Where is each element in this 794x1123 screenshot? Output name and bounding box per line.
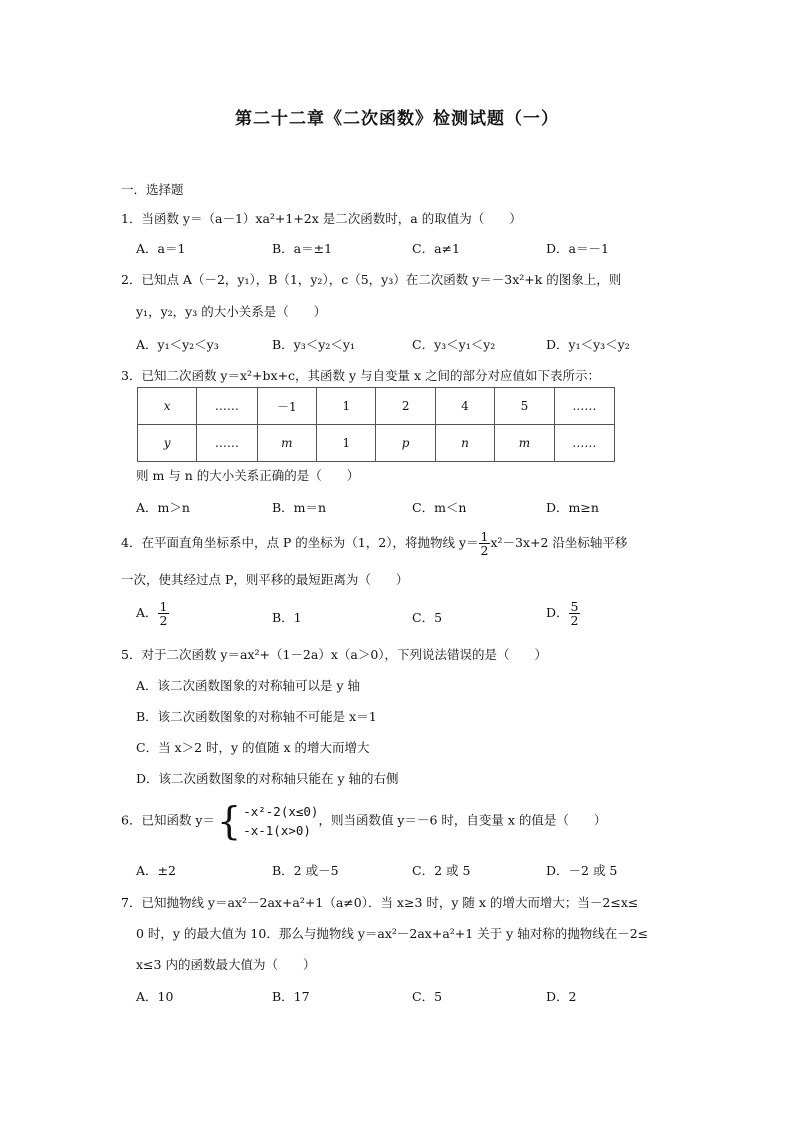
option-c: C．m＜n xyxy=(412,500,467,515)
table-row-x xyxy=(138,388,615,425)
option-a: A．10 xyxy=(136,989,174,1004)
option-d: D．a＝－1 xyxy=(546,241,609,256)
option-b: B．m＝n xyxy=(272,500,327,515)
question-1-stem: 1．当函数 y＝（a－1）xa²+1+2x 是二次函数时，a 的取值为（ ） xyxy=(121,211,522,226)
section-heading: 一．选择题 xyxy=(121,182,184,197)
table-cell: 4 xyxy=(435,388,494,425)
option-a: A． $\frac{1}{2}$ xyxy=(136,599,168,629)
question-1-options xyxy=(136,239,656,261)
table-cell: 1 xyxy=(317,425,376,462)
option-c: C．a≠1 xyxy=(412,241,460,256)
option-b: B．2 或－5 xyxy=(272,863,339,878)
option-a: A．该二次函数图象的对称轴可以是 y 轴 xyxy=(136,678,361,693)
question-6-options xyxy=(136,861,656,883)
question-6-stem: 6．已知函数 y＝{ -x²-2(x≤0) -x-1(x>0) ，则当函数值 y＝－6 时，自变量 x 的值是（ ） xyxy=(121,799,607,843)
option-a: A．a＝1 xyxy=(136,241,186,256)
question-2-stem-line2: y₁，y₂，y₃ 的大小关系是（ ） xyxy=(136,304,327,319)
option-a: A．m＞n xyxy=(136,500,190,515)
option-c: C．当 x＞2 时，y 的值随 x 的增大而增大 xyxy=(136,740,370,755)
question-3-after-text: 则 m 与 n 的大小关系正确的是（ ） xyxy=(136,468,360,483)
option-d: D．2 xyxy=(546,989,577,1004)
option-d: D．－2 或 5 xyxy=(546,863,618,878)
question-4-options xyxy=(136,600,656,634)
option-a: A．y₁＜y₂＜y₃ xyxy=(136,337,219,352)
question-4-stem-line1: 4．在平面直角坐标系中，点 P 的坐标为（1，2），将抛物线 y＝ $\frac{1}{2}$ x²－3x+2 沿坐标轴平移 xyxy=(121,529,628,559)
table-cell: …… xyxy=(197,388,257,425)
table-cell: p xyxy=(376,425,435,462)
question-5-stem: 5．对于二次函数 y＝ax²+（1－2a）x（a＞0），下列说法错误的是（ ） xyxy=(121,647,548,662)
option-b: B．1 xyxy=(272,610,302,625)
question-2-options xyxy=(136,335,656,357)
fraction: $\frac{5}{2}$ xyxy=(570,599,579,629)
option-b: B．a＝±1 xyxy=(272,241,333,256)
table-cell: m xyxy=(257,425,317,462)
table-row-y xyxy=(138,425,615,462)
question-3-stem: 3．已知二次函数 y＝x²+bx+c，其函数 y 与自变量 x 之间的部分对应值如下表所示： xyxy=(121,368,601,383)
question-7-options xyxy=(136,987,656,1009)
question-3-options xyxy=(136,498,656,520)
option-b: B．y₃＜y₂＜y₁ xyxy=(272,337,355,352)
option-b: B．17 xyxy=(272,989,310,1004)
option-c: C．2 或 5 xyxy=(412,863,471,878)
question-4-stem-line2: 一次，使其经过点 P，则平移的最短距离为（ ） xyxy=(121,572,409,587)
table-cell: y xyxy=(138,425,197,462)
value-table xyxy=(137,387,615,462)
table-cell: 2 xyxy=(376,388,435,425)
question-2-stem-line1: 2．已知点 A（－2，y₁），B（1，y₂），c（5，y₃）在二次函数 y＝－3x²+k 的图象上，则 xyxy=(121,272,622,287)
question-7-stem-line1: 7．已知抛物线 y＝ax²－2ax+a²+1（a≠0）．当 x≥3 时，y 随 x 的增大而增大；当－2≤x≤ xyxy=(121,895,639,910)
option-c: C．5 xyxy=(412,610,443,625)
table-cell: …… xyxy=(197,425,257,462)
fraction: $\frac{1}{2}$ xyxy=(480,529,489,559)
option-d: D．m≥n xyxy=(546,500,599,515)
question-7-stem-line3: x≤3 内的函数最大值为（ ） xyxy=(136,957,316,972)
option-d: D． $\frac{5}{2}$ xyxy=(546,599,579,629)
page-title: 第二十二章《二次函数》检测试题（一） xyxy=(235,109,559,129)
table-cell: …… xyxy=(554,388,614,425)
brace-symbol: { xyxy=(217,799,242,843)
fraction: $\frac{1}{2}$ xyxy=(159,599,168,629)
option-b: B．该二次函数图象的对称轴不可能是 x＝1 xyxy=(136,709,377,724)
piecewise-function: -x²-2(x≤0) -x-1(x>0) xyxy=(243,804,319,838)
table-cell: －1 xyxy=(257,388,317,425)
option-d: D．y₁＜y₃＜y₂ xyxy=(546,337,630,352)
option-d: D．该二次函数图象的对称轴只能在 y 轴的右侧 xyxy=(136,771,399,786)
option-c: C．5 xyxy=(412,989,443,1004)
table-cell: …… xyxy=(554,425,614,462)
table-cell: 1 xyxy=(317,388,376,425)
table-cell: m xyxy=(495,425,555,462)
option-a: A．±2 xyxy=(136,863,176,878)
option-c: C．y₃＜y₁＜y₂ xyxy=(412,337,496,352)
table-cell: x xyxy=(138,388,197,425)
table-cell: n xyxy=(435,425,494,462)
table-cell: 5 xyxy=(495,388,555,425)
question-7-stem-line2: 0 时，y 的最大值为 10．那么与抛物线 y＝ax²－2ax+a²+1 关于 y 轴对称的抛物线在－2≤ xyxy=(136,926,649,941)
